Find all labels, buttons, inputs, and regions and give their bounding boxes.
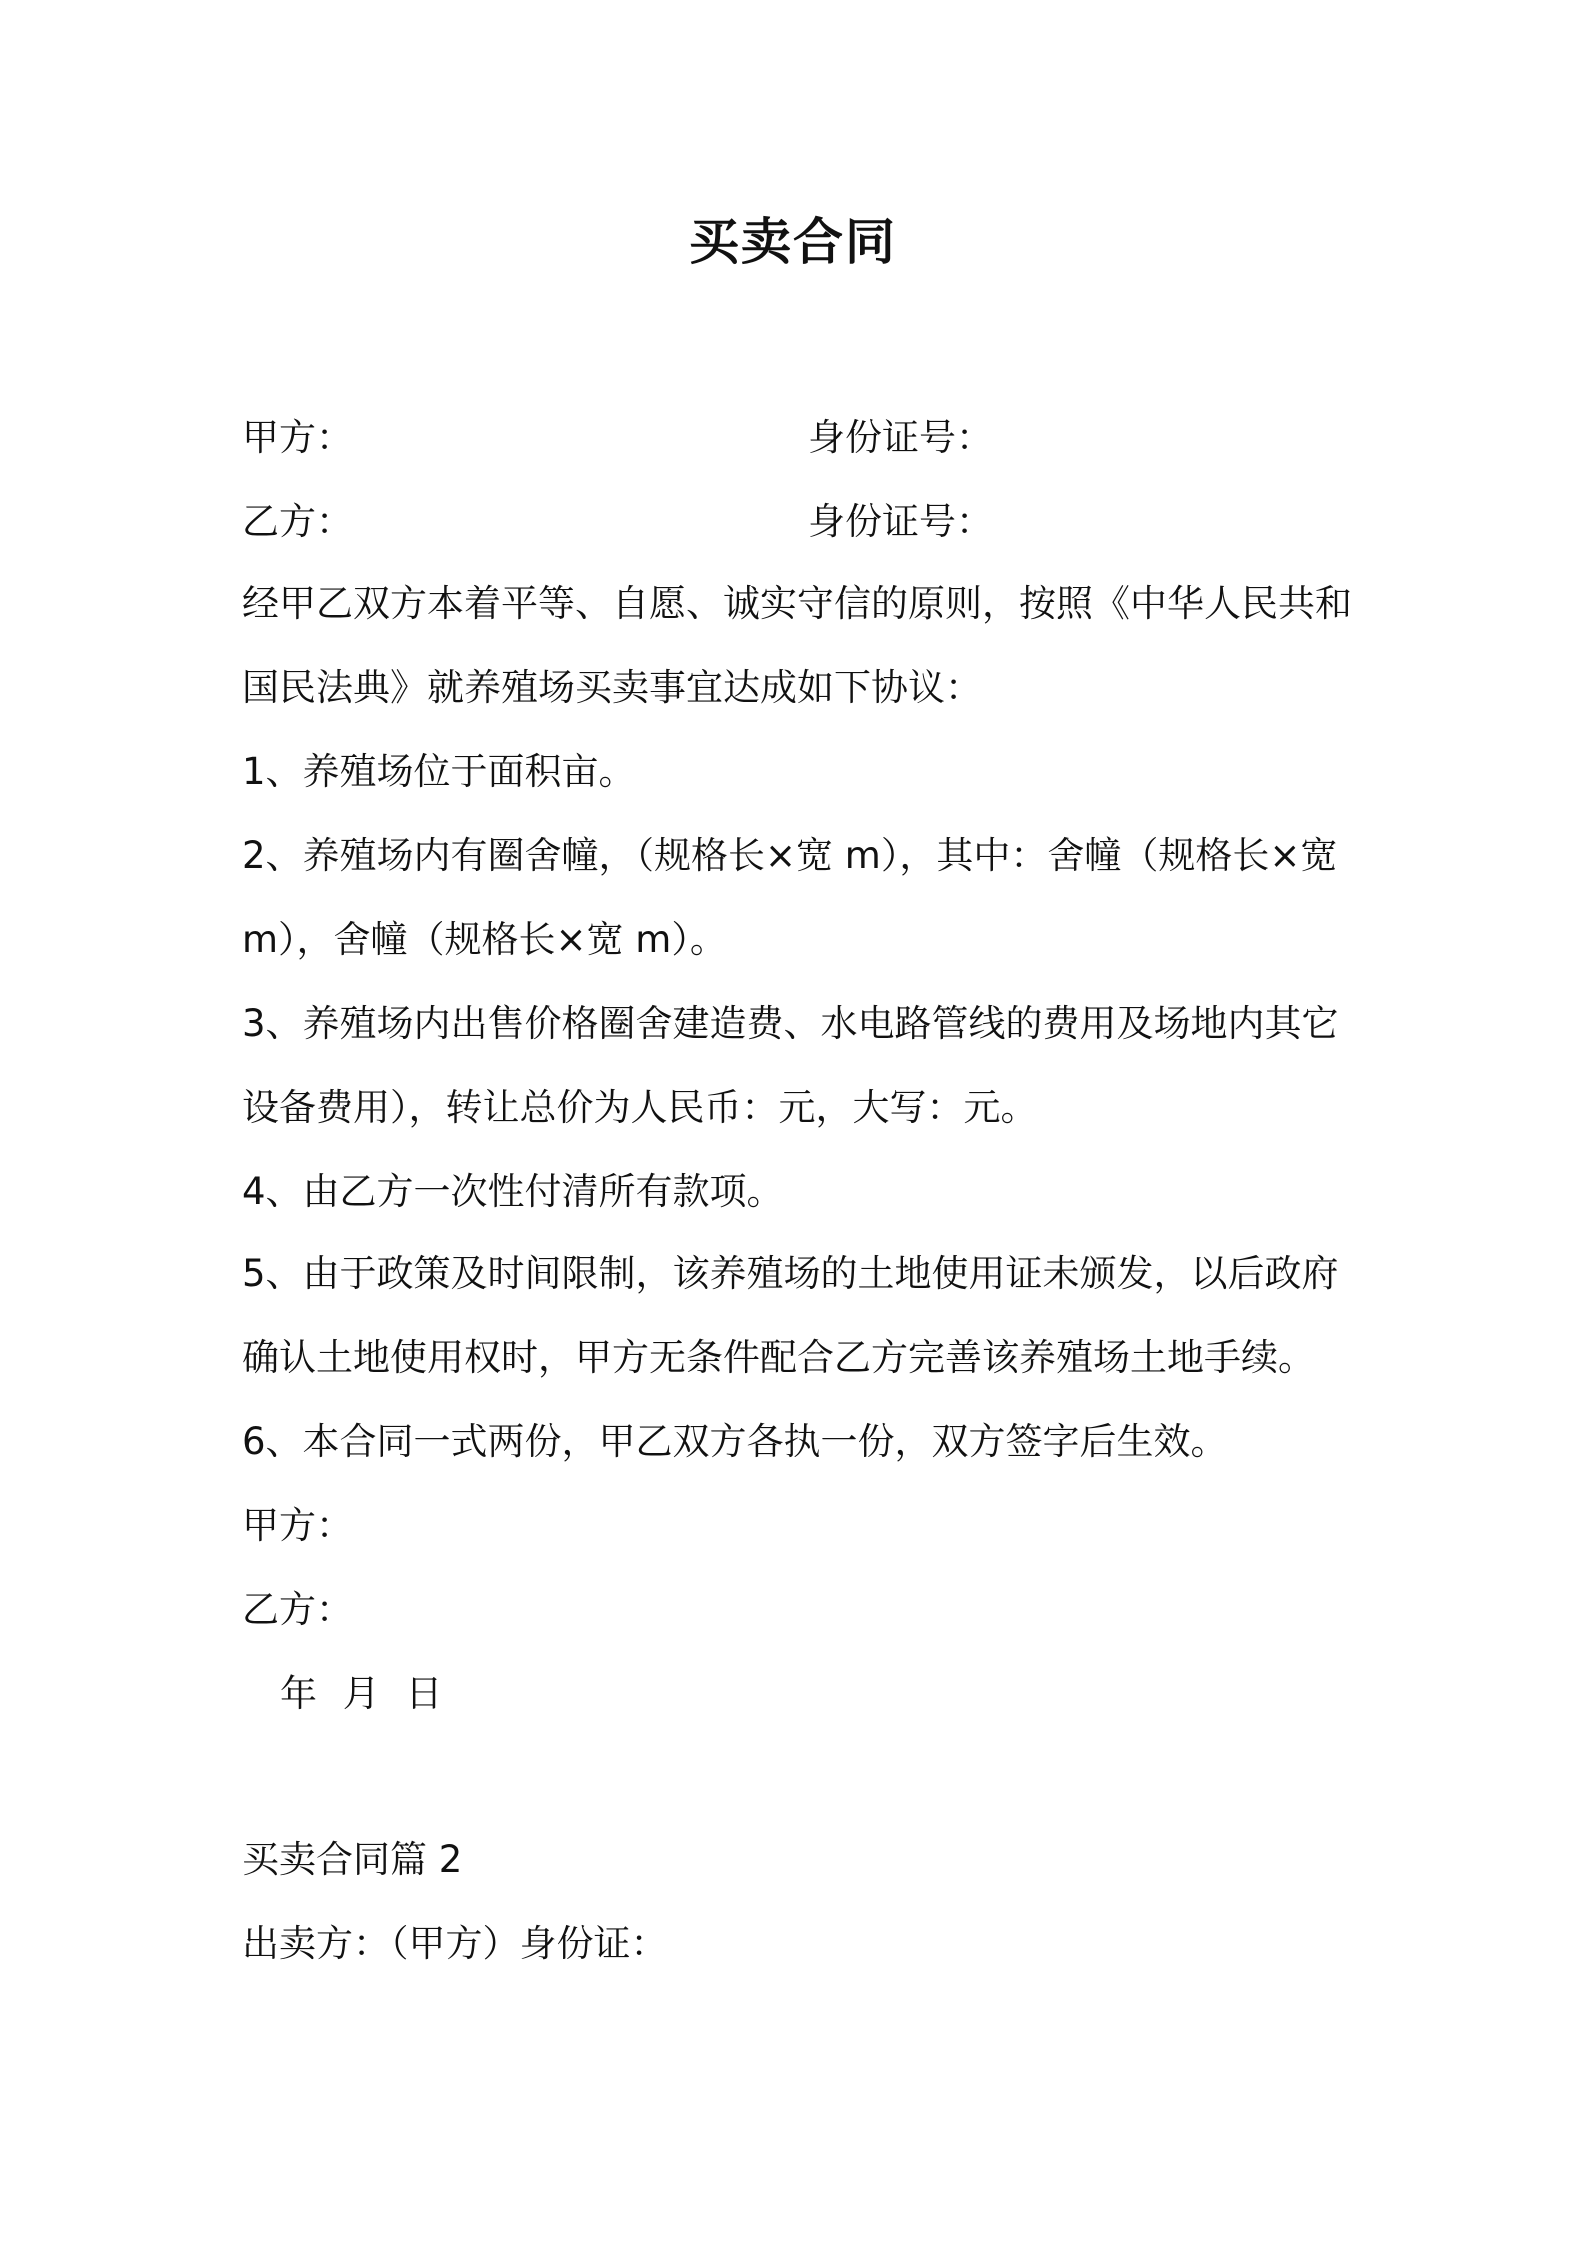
signature-party-a: 甲方： [242, 1504, 353, 1547]
signature-date: 年 月 日 [280, 1672, 443, 1715]
section-2-title: 买卖合同篇 2 [242, 1838, 463, 1881]
section-2-seller: 出卖方：（甲方）身份证： [242, 1922, 668, 1965]
clause-5-line-1: 5、由于政策及时间限制，该养殖场的土地使用证未颁发，以后政府 [242, 1252, 1339, 1295]
party-a-label: 甲方： [242, 416, 353, 459]
clause-2-line-1: 2、养殖场内有圈舍幢，（规格长×宽 m），其中：舍幢（规格长×宽 [242, 834, 1338, 877]
party-b-label: 乙方： [242, 500, 353, 543]
clause-3-line-2: 设备费用），转让总价为人民币：元，大写：元。 [242, 1086, 1038, 1129]
intro-line-1: 经甲乙双方本着平等、自愿、诚实守信的原则，按照《中华人民共和 [242, 582, 1352, 625]
clause-1: 1、养殖场位于面积亩。 [242, 750, 636, 793]
clause-2-line-2: m），舍幢（规格长×宽 m）。 [242, 918, 727, 961]
party-a-id-label: 身份证号： [808, 416, 993, 459]
clause-3-line-1: 3、养殖场内出售价格圈舍建造费、水电路管线的费用及场地内其它 [242, 1002, 1339, 1045]
intro-line-2: 国民法典》就养殖场买卖事宜达成如下协议： [242, 666, 982, 709]
clause-4: 4、由乙方一次性付清所有款项。 [242, 1170, 784, 1213]
clause-6: 6、本合同一式两份，甲乙双方各执一份，双方签字后生效。 [242, 1420, 1228, 1463]
document-title: 买卖合同 [689, 213, 897, 271]
signature-party-b: 乙方： [242, 1588, 353, 1631]
clause-5-line-2: 确认土地使用权时，甲方无条件配合乙方完善该养殖场土地手续。 [242, 1336, 1315, 1379]
party-b-id-label: 身份证号： [808, 500, 993, 543]
